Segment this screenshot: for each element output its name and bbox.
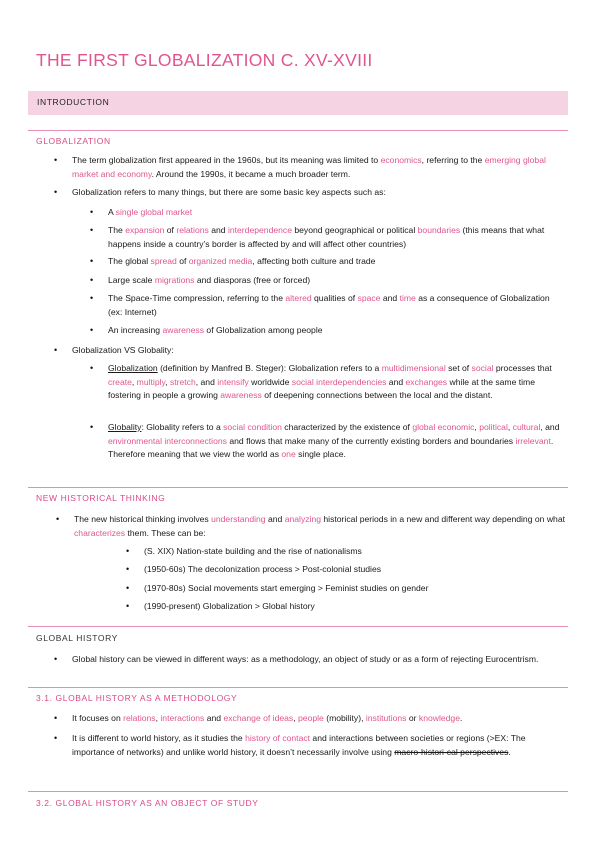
introduction-band — [28, 91, 568, 115]
new-historical-thinking-heading: NEW HISTORICAL THINKING — [36, 493, 166, 503]
sub-list-item: • Globality: Globality refers to a social condition characterized by the existence of global economic, political, cultural, and environmental interconnections and flows that make many of the currently existing borders and boundaries irrelevant. Therefore meaning that we view the world as one single place. — [108, 421, 566, 462]
global-history-heading: GLOBAL HISTORY — [36, 633, 118, 643]
methodology-heading: 3.1. GLOBAL HISTORY AS A METHODOLOGY — [36, 693, 238, 703]
list-item: • Global history can be viewed in different ways: as a methodology, an object of study or as a form of rejecting Eurocentrism. — [72, 653, 566, 667]
sub-list-item: • The expansion of relations and interdependence beyond geographical or political boundaries (this means that what happens inside a country’s border is affected by and will affect other countries) — [108, 224, 566, 251]
section-divider — [28, 791, 568, 792]
object-of-study-heading: 3.2. GLOBAL HISTORY AS AN OBJECT OF STUDY — [36, 798, 259, 808]
introduction-heading: INTRODUCTION — [37, 97, 110, 107]
section-divider — [28, 130, 568, 131]
list-item: • The new historical thinking involves understanding and analyzing historical periods in a new and different way depending on what characterizes them. These can be: — [74, 513, 566, 540]
list-item: • Globalization VS Globality: — [72, 344, 566, 358]
sub-list-item: • (1970-80s) Social movements start emerging > Feminist studies on gender — [144, 582, 564, 596]
sub-list-item: • A single global market — [108, 206, 566, 220]
sub-list-item: • The global spread of organized media, affecting both culture and trade — [108, 255, 566, 269]
list-item: • Globalization refers to many things, but there are some basic key aspects such as: — [72, 186, 566, 200]
section-divider — [28, 626, 568, 627]
sub-list-item: • The Space-Time compression, referring to the altered qualities of space and time as a consequence of Globalization (ex: Internet) — [108, 292, 566, 319]
sub-list-item: • (S. XIX) Nation-state building and the rise of nationalisms — [144, 545, 564, 559]
sub-list-item: • Globalization (definition by Manfred B. Steger): Globalization refers to a multidimensional set of social processes that create, multiply, stretch, and intensify worldwide social interdependencies and exchanges while at the same time fostering in people a growing awareness of deepening connections between the local and the distant. — [108, 362, 566, 403]
list-item: • It is different to world history, as it studies the history of contact and interactions between societies or regions (>EX: The importance of networks) and unlike world history, it doesn’t necessarily involve using macro-histori-cal perspectives. — [72, 732, 566, 759]
sub-list-item: • (1990-present) Globalization > Global history — [144, 600, 564, 614]
sub-list-item: • Large scale migrations and diasporas (free or forced) — [108, 274, 566, 288]
section-divider — [28, 487, 568, 488]
section-divider — [28, 687, 568, 688]
page-title: THE FIRST GLOBALIZATION C. XV-XVIII — [36, 50, 373, 70]
sub-list-item: • (1950-60s) The decolonization process > Post-colonial studies — [144, 563, 564, 577]
sub-list-item: • An increasing awareness of Globalization among people — [108, 324, 566, 338]
globalization-heading: GLOBALIZATION — [36, 136, 111, 146]
list-item: • The term globalization first appeared in the 1960s, but its meaning was limited to economics, referring to the emerging global market and economy. Around the 1990s, it became a much broader term. — [72, 154, 566, 181]
list-item: • It focuses on relations, interactions and exchange of ideas, people (mobility), institutions or knowledge. — [72, 712, 566, 726]
